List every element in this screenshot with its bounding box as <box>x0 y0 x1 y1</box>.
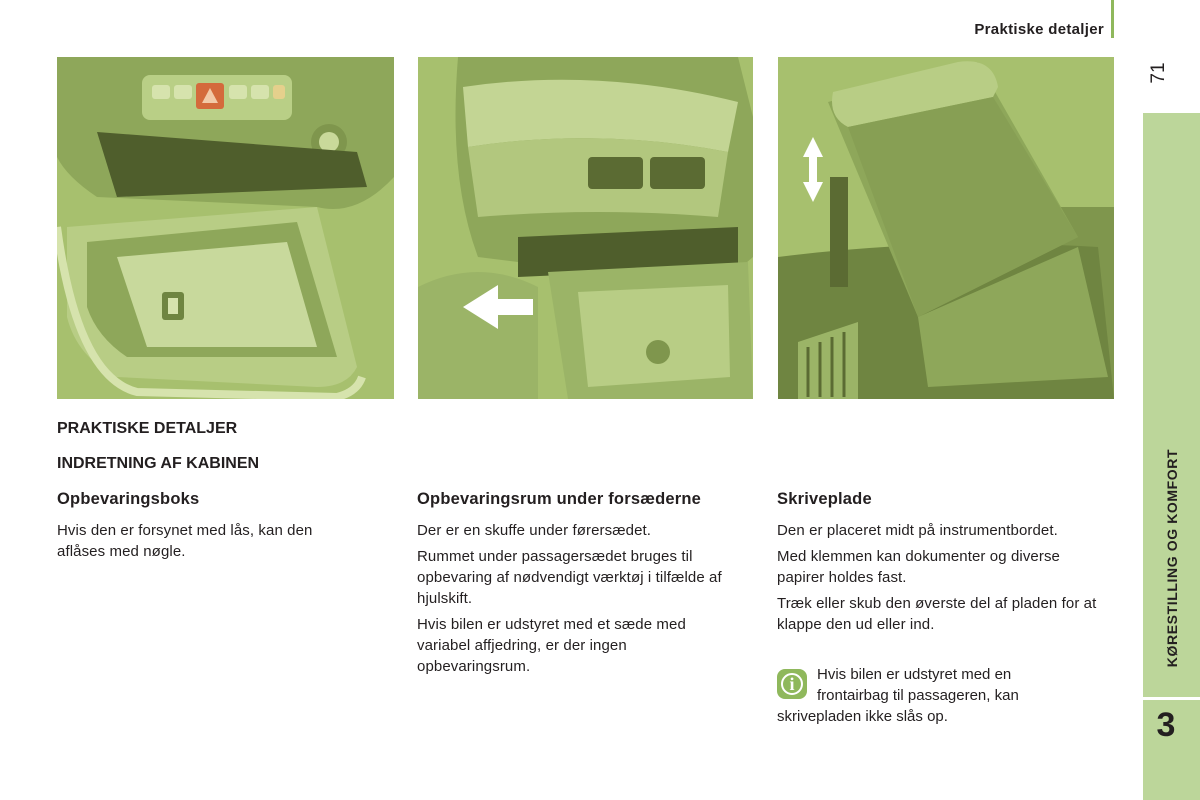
column-paragraph: Den er placeret midt på instrumentbordet. <box>777 522 1058 539</box>
writing-plate-illustration <box>778 57 1114 399</box>
page-number: 71 <box>1148 62 1169 84</box>
glovebox-illustration <box>57 57 394 399</box>
info-note-line: skrivepladen ikke slås op. <box>777 708 948 725</box>
header-rule <box>1111 0 1114 38</box>
column-title: Opbevaringsboks <box>57 490 200 508</box>
chapter-tab-label-wrap <box>1162 420 1182 700</box>
column-paragraph: Hvis bilen er udstyret med et sæde med variabel affjedring, er der ingen opbevaringsrum. <box>417 616 686 675</box>
column-paragraph: Rummet under passagersædet bruges til opbevaring af nødvendigt værktøj i tilfælde af hjulskift. <box>417 548 722 607</box>
column-paragraph: Med klemmen kan dokumenter og diverse papirer holdes fast. <box>777 548 1061 586</box>
chapter-number: 3 <box>1156 706 1176 744</box>
column-writing-plate <box>777 490 1117 640</box>
section-subheading: INDRETNING AF KABINEN <box>57 455 260 472</box>
info-note-line: frontairbag til passageren, kan <box>817 687 1019 704</box>
info-note <box>777 664 1117 727</box>
underseat-storage-illustration <box>418 57 753 399</box>
chapter-tab-label: KØRESTILLING OG KOMFORT <box>1164 448 1180 668</box>
column-paragraph: Der er en skuffe under førersædet. <box>417 522 652 539</box>
column-paragraph: Træk eller skub den øverste del af pladen for at klappe den ud eller ind. <box>777 595 1097 633</box>
column-paragraph: Hvis den er forsynet med lås, kan den aflåses med nøgle. <box>57 522 313 560</box>
column-title: Opbevaringsrum under forsæderne <box>417 490 702 508</box>
column-underseat <box>417 490 757 682</box>
header-title: Praktiske detaljer <box>974 21 1104 38</box>
column-glovebox <box>57 490 397 567</box>
column-title: Skriveplade <box>777 490 872 508</box>
info-note-line: Hvis bilen er udstyret med en <box>817 666 1012 683</box>
info-icon-glyph: i <box>789 674 795 694</box>
chapter-divider <box>1143 697 1200 700</box>
section-heading: PRAKTISKE DETALJER <box>57 420 238 437</box>
